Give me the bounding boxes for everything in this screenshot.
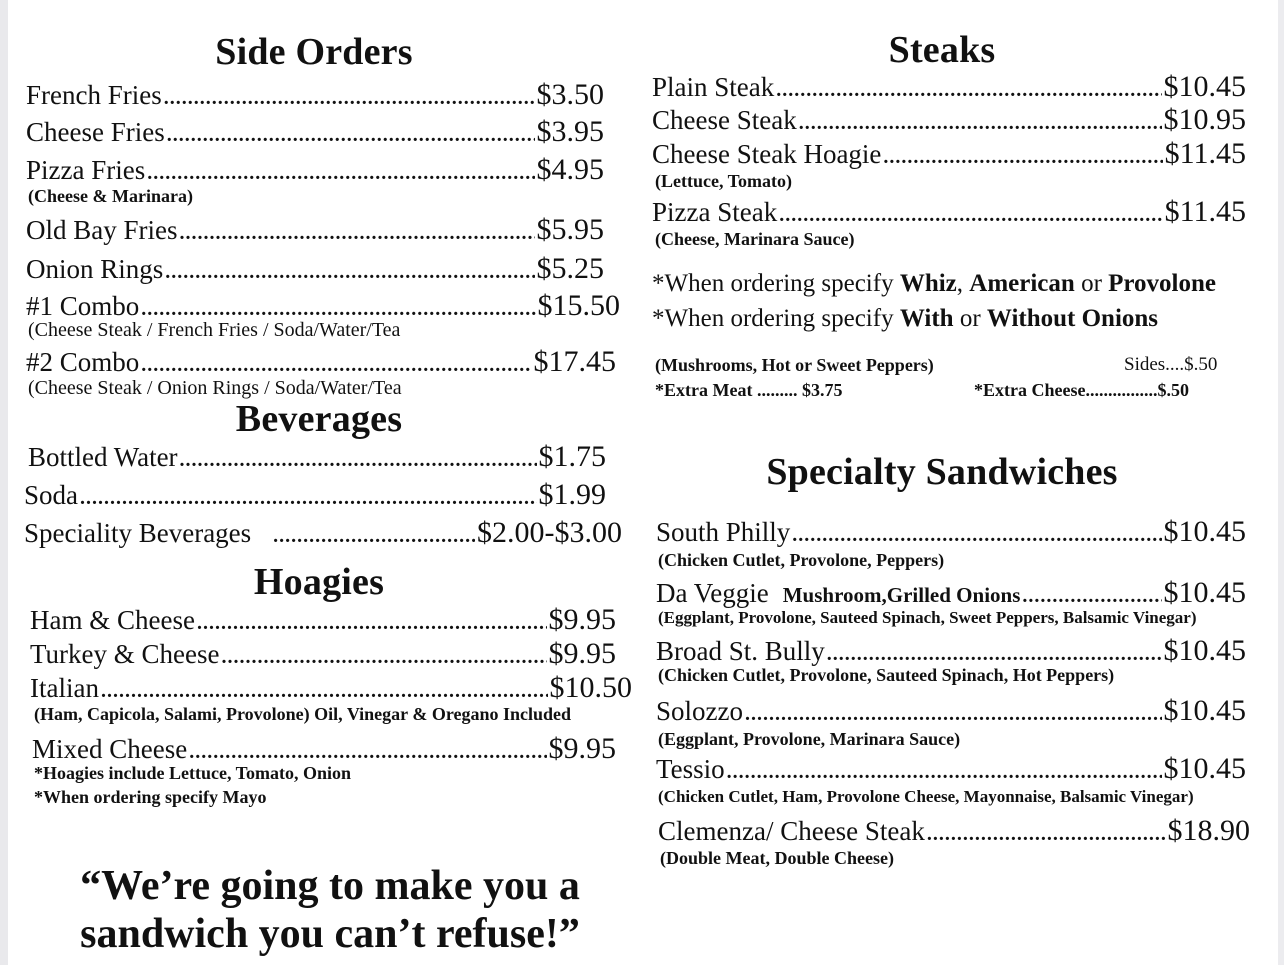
right-frame-border xyxy=(1278,0,1284,965)
menu-item-clemenza-cheese-steak: Clemenza/ Cheese Steak ..... $18.90 xyxy=(658,814,1250,848)
menu-item-cheese-steak: Cheese Steak ..... $10.95 xyxy=(652,103,1246,137)
broad-st-bully-description: (Chicken Cutlet, Provolone, Sauteed Spinach, Hot Peppers) xyxy=(658,665,1115,685)
tagline-line-1: “We’re going to make you a xyxy=(80,863,580,909)
extras-extra-meat: *Extra Meat ......... $3.75 xyxy=(655,380,843,400)
left-frame-border xyxy=(0,0,8,965)
menu-item-turkey-cheese: Turkey & Cheese ..... $9.95 xyxy=(30,637,616,671)
menu-item-old-bay-fries: Old Bay Fries ..... $5.95 xyxy=(26,213,604,247)
menu-item-soda: Soda ..... $1.99 xyxy=(24,478,606,512)
menu-item-solozzo: Solozzo ..... $10.45 xyxy=(656,694,1246,728)
menu-item-combo-2: #2 Combo ..... $17.45 xyxy=(26,345,616,379)
pizza-fries-description: (Cheese & Marinara) xyxy=(28,186,193,206)
steak-order-note-onions: *When ordering specify With or Without Onions xyxy=(652,305,1159,332)
menu-item-tessio: Tessio ..... $10.45 xyxy=(656,752,1246,786)
hoagies-heading: Hoagies xyxy=(253,561,385,603)
menu-item-da-veggie: Da Veggie Mushroom,Grilled Onions ..... $10.45 xyxy=(656,576,1246,610)
side-orders-heading: Side Orders xyxy=(215,31,413,73)
menu-item-plain-steak: Plain Steak ..... $10.45 xyxy=(652,70,1246,104)
menu-item-onion-rings: Onion Rings ..... $5.25 xyxy=(26,252,604,286)
steaks-heading: Steaks xyxy=(888,29,996,71)
tagline-line-2: sandwich you can’t refuse!” xyxy=(80,911,580,957)
da-veggie-description: (Eggplant, Provolone, Sauteed Spinach, Sweet Peppers, Balsamic Vinegar) xyxy=(658,608,1197,627)
menu-item-south-philly: South Philly ..... $10.45 xyxy=(656,515,1246,549)
specialty-sandwiches-heading: Specialty Sandwiches xyxy=(766,451,1118,493)
extras-sides: Sides....$.50 xyxy=(1124,354,1218,375)
menu-item-italian: Italian ..... $10.50 xyxy=(30,671,632,705)
south-philly-description: (Chicken Cutlet, Provolone, Peppers) xyxy=(658,550,945,570)
combo-2-description: (Cheese Steak / Onion Rings / Soda/Water/Tea xyxy=(28,377,402,399)
menu-item-ham-cheese: Ham & Cheese ..... $9.95 xyxy=(30,603,616,637)
clemenza-description: (Double Meat, Double Cheese) xyxy=(660,848,894,868)
extras-extra-cheese: *Extra Cheese................$.50 xyxy=(974,380,1189,400)
hoagies-note-2: *When ordering specify Mayo xyxy=(34,787,267,807)
menu-item-speciality-beverages: Speciality Beverages ..... $2.00-$3.00 xyxy=(24,516,622,550)
pizza-steak-description: (Cheese, Marinara Sauce) xyxy=(655,229,855,249)
menu-item-bottled-water: Bottled Water ..... $1.75 xyxy=(28,440,606,474)
solozzo-description: (Eggplant, Provolone, Marinara Sauce) xyxy=(658,729,961,749)
tagline-quote xyxy=(30,862,630,958)
italian-description: (Ham, Capicola, Salami, Provolone) Oil, Vinegar & Oregano Included xyxy=(34,704,572,724)
menu-item-pizza-fries: Pizza Fries ..... $4.95 xyxy=(26,153,604,187)
steak-order-note-cheese: *When ordering specify Whiz, American or Provolone xyxy=(652,270,1217,297)
menu-item-cheese-steak-hoagie: Cheese Steak Hoagie ..... $11.45 xyxy=(652,137,1246,171)
cheese-steak-hoagie-description: (Lettuce, Tomato) xyxy=(655,171,792,191)
menu-item-combo-1: #1 Combo ..... $15.50 xyxy=(26,289,620,323)
menu-item-broad-st-bully: Broad St. Bully ..... $10.45 xyxy=(656,634,1246,668)
beverages-heading: Beverages xyxy=(235,398,403,440)
extras-options: (Mushrooms, Hot or Sweet Peppers) xyxy=(655,355,934,375)
hoagies-note-1: *Hoagies include Lettuce, Tomato, Onion xyxy=(34,763,352,783)
menu-item-pizza-steak: Pizza Steak ..... $11.45 xyxy=(652,195,1246,229)
menu-item-cheese-fries: Cheese Fries ..... $3.95 xyxy=(26,115,604,149)
combo-1-description: (Cheese Steak / French Fries / Soda/Water/Tea xyxy=(28,319,401,341)
menu-item-mixed-cheese: Mixed Cheese ..... $9.95 xyxy=(32,732,616,766)
tessio-description: (Chicken Cutlet, Ham, Provolone Cheese, Mayonnaise, Balsamic Vinegar) xyxy=(658,787,1194,806)
menu-item-french-fries: French Fries ..... $3.50 xyxy=(26,78,604,112)
